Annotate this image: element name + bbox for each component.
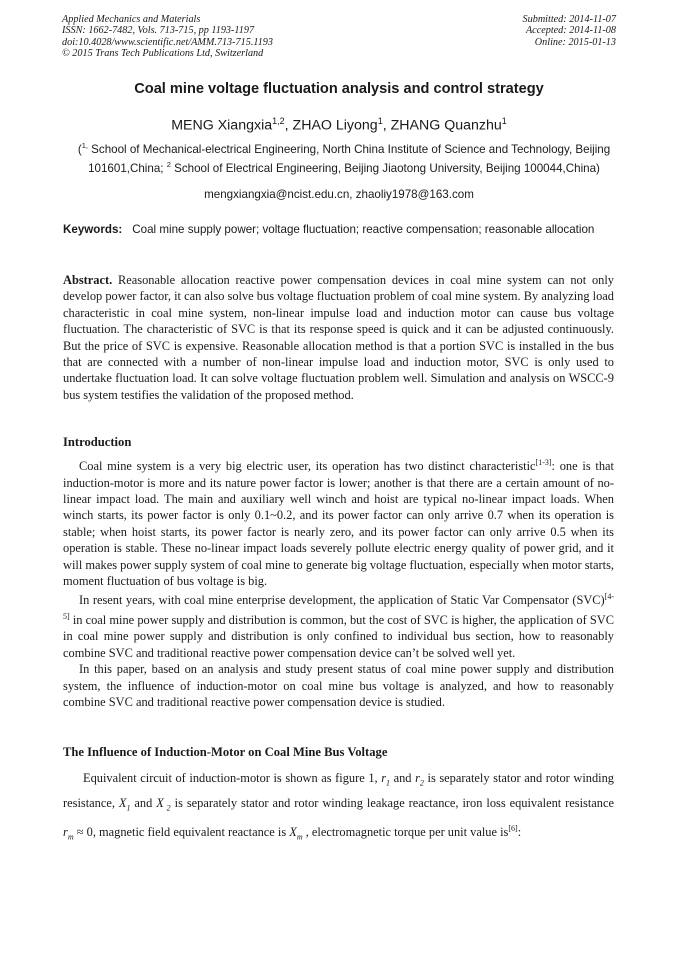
author-separator: ,	[382, 117, 391, 134]
paragraph-text: in coal mine power supply and distribution is common, but the cost of SVC is higher, the application of SVC in coal mine power supply and distribution is only confined to individual bus section, how to reasonably combine SVC and traditional reactive power compensation device can’t be solved well yet.	[63, 613, 614, 660]
paper-title: Coal mine voltage fluctuation analysis and control strategy	[134, 81, 544, 97]
math-symbol	[156, 796, 171, 813]
math-base: X	[118, 796, 127, 811]
math-symbol	[63, 825, 74, 842]
influence-body	[63, 768, 614, 848]
math-subscript: m	[67, 832, 74, 842]
math-subscript: m	[296, 832, 303, 842]
paragraph-text: , magnetic field equivalent reactance is	[92, 825, 290, 840]
journal-name: Applied Mechanics and Materials	[62, 14, 201, 25]
issn-line: ISSN: 1662-7482, Vols. 713-715, pp 1193-1197	[62, 25, 255, 37]
author-emails: mengxiangxia@ncist.edu.cn, zhaoliy1978@163.com	[204, 188, 474, 201]
paragraph-text: and	[390, 771, 416, 785]
math-base: r	[381, 771, 387, 785]
abstract-text: Reasonable allocation reactive power compensation devices in coal mine system can not only develop power factor, it can also solve bus voltage fluctuation problem of coal mine system. By analyzing load characteristic in coal mine system, non-linear impulse load and induction motor can cause bus voltage fluctuation. The characteristic of SVC is that its response speed is quick and it can be adjusted continuously. But the price of SVC is expensive. Reasonable allocation method is that a portion SVC is installed in the bus that are connected with a number of non-linear impulse load and induction motor, SVC is only used to undertake fluctuation load. It can solve voltage fluctuation problem well. Simulation and analysis on WSCC-9 bus system testifies the validation of the proposed method.	[63, 273, 614, 402]
author-list	[0, 116, 678, 134]
copyright-line: © 2015 Trans Tech Publications Ltd, Switzerland	[62, 48, 264, 60]
math-subscript: 2	[419, 778, 424, 788]
online-date: Online: 2015-01-13	[534, 36, 616, 48]
math-base: r	[415, 771, 420, 785]
abstract-block	[63, 272, 614, 403]
introduction-body	[63, 455, 614, 710]
citation: [4-5]	[63, 592, 614, 621]
math-subscript: 1	[126, 803, 131, 813]
affiliation-mark-1: 1,	[81, 141, 88, 150]
math-relation: ≈ 0	[73, 825, 93, 840]
paragraph	[63, 455, 614, 589]
influence-heading: The Influence of Induction-Motor on Coal Mine Bus Voltage	[63, 745, 388, 759]
affiliation-2: School of Electrical Engineering, Beijing Jiaotong University, Beijing 100044,China)	[170, 162, 600, 176]
math-subscript: 1	[386, 778, 391, 788]
accepted-date: Accepted: 2014-11-08	[525, 25, 616, 37]
author-separator: ,	[284, 117, 293, 134]
math-base: X	[289, 825, 297, 840]
author-affiliation-mark: 1	[377, 116, 383, 126]
journal-info	[62, 14, 273, 60]
citation: [6]	[508, 823, 518, 833]
paragraph-text: , electromagnetic torque per unit value is	[302, 825, 509, 840]
abstract-label: Abstract.	[63, 273, 113, 287]
introduction-heading: Introduction	[63, 435, 132, 449]
affiliation-1: School of Mechanical-electrical Engineering, North China Institute of Science and Technology, Beijing 101601,China;	[87, 142, 611, 176]
paragraph-text: Coal mine system is a very big electric user, its operation has two distinct characteristic	[79, 459, 536, 474]
math-base: r	[63, 825, 68, 840]
paragraph-text: : one is that induction-motor is more and its nature power factor is lower; another is that there are a certain amount of no-linear impact load. The main and auxiliary well winch and hoist are typical no-linear impact loads. When winch starts, its power factor is only 0.1~0.2, and its power factor can only arrive 0.7 when its operation is stable; when hoist starts, its power factor is nearly zero, and its power factor can only arrive 0.5 when its operation is stable. These no-linear impact loads severely pollute electric energy quality of power grid, and it will makes power supply system of coal mine to generate big voltage fluctuation, especially when motor starts, moment fluctuation of bus voltage is big.	[63, 459, 614, 588]
math-base: X	[156, 796, 164, 811]
citation: [1-3]	[535, 458, 552, 467]
affiliations	[70, 138, 618, 177]
paragraph: In this paper, based on an analysis and study present status of coal mine power supply and distribution system, the influence of induction-motor on coal mine bus voltage is analyzed, and how to reasonably combine SVC and traditional reactive power compensation device is studied.	[63, 662, 614, 710]
math-subscript: 2	[163, 803, 171, 813]
paragraph	[63, 589, 614, 661]
paragraph-text: Equivalent circuit of induction-motor is shown as figure 1,	[83, 771, 382, 785]
author-affiliation-mark: 1,2	[272, 116, 285, 126]
math-symbol	[118, 796, 131, 813]
author-name: ZHAO Liyong	[292, 117, 378, 134]
paragraph-text: and	[130, 796, 157, 811]
doi-line: doi:10.4028/www.scientific.net/AMM.713-715.1193	[62, 36, 273, 48]
affiliation-mark-2: 2	[166, 160, 171, 170]
paragraph-text: is separately stator and rotor winding leakage reactance, iron loss equivalent resistance	[170, 796, 614, 811]
paragraph-text: :	[517, 825, 522, 840]
paragraph-text: In resent years, with coal mine enterprise development, the application of Static Var Compensator (SVC)	[79, 593, 605, 608]
affiliation-open-paren: (	[77, 142, 82, 156]
author-name: MENG Xiangxia	[171, 117, 273, 134]
math-symbol	[381, 771, 391, 788]
keywords-label: Keywords:	[63, 223, 123, 236]
submitted-date: Submitted: 2014-11-07	[522, 14, 616, 25]
author-affiliation-mark: 1	[501, 116, 507, 126]
keywords-text: Coal mine supply power; voltage fluctuation; reactive compensation; reasonable allocation	[132, 223, 595, 236]
paragraph	[63, 768, 614, 848]
submission-dates	[523, 14, 616, 48]
math-symbol	[415, 771, 424, 788]
math-symbol	[289, 825, 303, 842]
author-name: ZHANG Quanzhu	[390, 117, 502, 134]
paragraph-text: is separately stator and rotor winding resistance,	[63, 771, 614, 811]
keywords-block	[63, 222, 614, 237]
